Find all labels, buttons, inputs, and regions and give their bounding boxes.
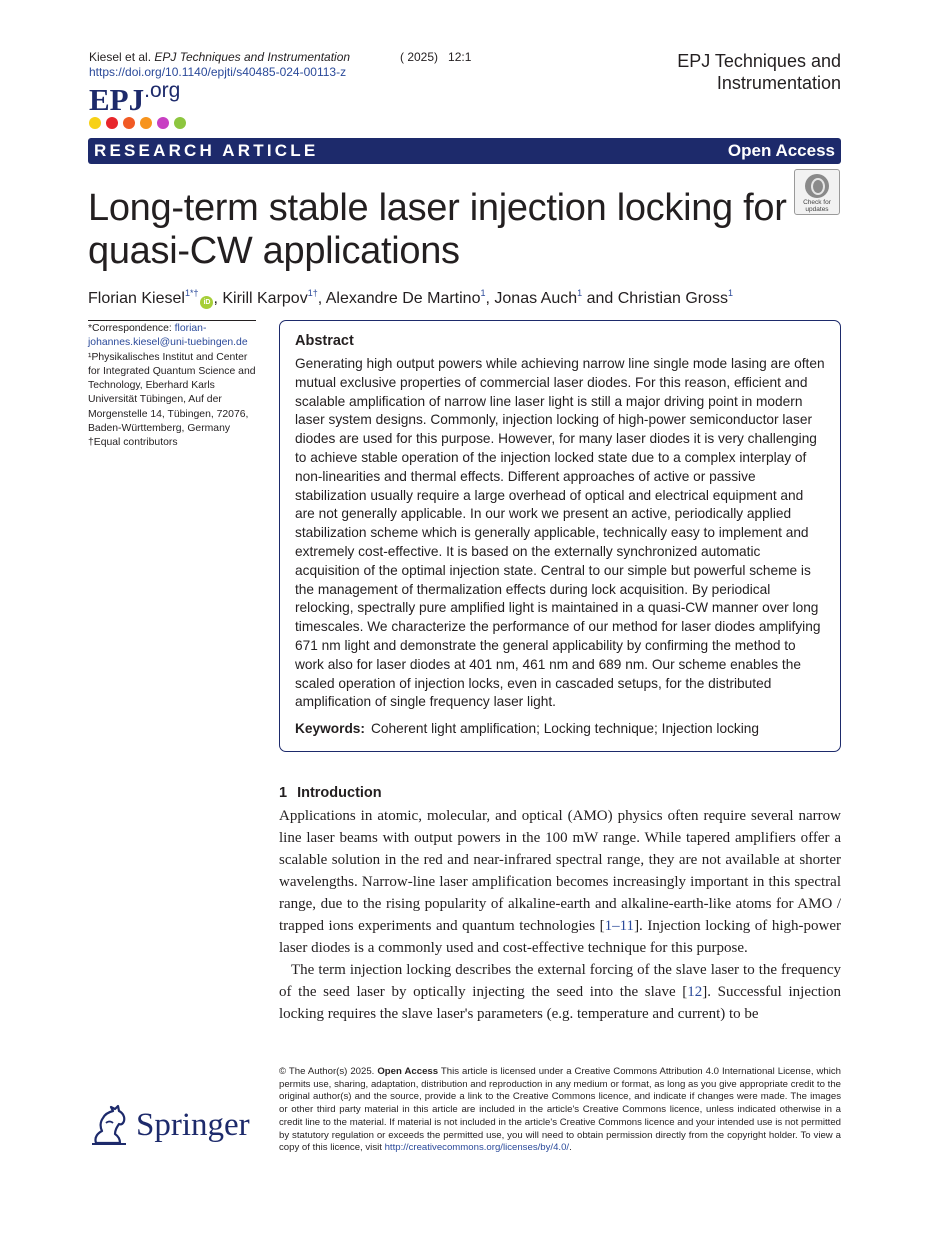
logo-dot	[106, 117, 118, 129]
abstract-text: Generating high output powers while achieving narrow line single mode lasing are often mutual exclusive properties of commercial laser diodes. For this reason, efficient and scalable amplification of narrow line laser light is still a major driving point in modern laser system designs. Commonly, injection locking of high-power semiconductor laser diodes are used for this purpose. However, for many laser diodes it is very challenging to achieve stable operation of the injection locked state due to a complex interplay of non-linearities and thermal effects. Different approaches of active or passive stabilization usually require a large overhead of optical and electrical equipment and are not generally applicable. In our work we present an active, periodically applied stabilization scheme which is generally applicable, technically easy to implement and extremely cost-effective. It is based on the externally synchronized automatic acquisition of the optimal injection state. Central to our simple but powerful scheme is the management of thermalization effects during lock acquisition. By periodical relocking, spectrally pure amplified light is maintained in a quasi-CW manner over long timescales. We characterize the performance of our method for laser diodes amplifying 671 nm light and demonstrate the general applicability by confirming the method to work also for laser diodes at 401 nm, 461 nm and 689 nm. Our scheme enables the scaled operation of injection locks, even in cascaded setups, for the distributed amplification of single frequency laser light.	[295, 356, 825, 710]
header-journal: EPJ Techniques and Instrumentation	[154, 50, 351, 64]
author-separator: ,	[213, 290, 223, 307]
author-affiliation-marker: 1	[577, 288, 583, 298]
author-separator: and	[582, 290, 618, 307]
author-affiliation-marker: 1*†	[184, 288, 199, 298]
epj-logo-text: EPJ	[89, 82, 145, 117]
article-title: Long-term stable laser injection locking for quasi-CW applications	[88, 187, 787, 272]
paragraph-text: ]. Injection locking of high-power laser diodes is a commonly used and cost-effective technique for this purpose.	[279, 918, 841, 956]
journal-name: EPJ Techniques and Instrumentation	[677, 51, 841, 93]
license-statement	[279, 1066, 841, 1155]
check-updates-line2: updates	[805, 206, 829, 213]
running-header	[89, 50, 350, 80]
citation-link[interactable]: 1–11	[604, 918, 635, 934]
author-name[interactable]: Christian Gross	[617, 290, 728, 307]
section-title: Introduction	[297, 785, 382, 801]
correspondence-label: *Correspondence:	[88, 323, 175, 334]
abstract-box	[279, 320, 841, 752]
article-type-banner	[88, 138, 841, 164]
open-access-label: Open Access	[727, 141, 835, 160]
affiliations	[88, 322, 260, 451]
keywords-list: Coherent light amplification; Locking technique; Injection locking	[370, 721, 760, 737]
check-updates-icon	[805, 174, 829, 198]
header-citation	[400, 50, 471, 65]
check-for-updates-button[interactable]	[794, 169, 840, 215]
check-updates-line1: Check for	[803, 199, 831, 206]
springer-name: Springer	[136, 1106, 250, 1143]
header-article-number: 12:1	[448, 50, 472, 64]
logo-dot	[174, 117, 186, 129]
orcid-icon[interactable]: iD	[200, 296, 213, 309]
license-open-access: Open Access	[377, 1066, 439, 1077]
logo-dot	[157, 117, 169, 129]
header-authors: Kiesel et al.	[89, 50, 152, 64]
epj-logo-dots	[89, 117, 186, 129]
section-heading	[279, 785, 382, 801]
paragraph-text: Applications in atomic, molecular, and optical (AMO) physics often require several narrow line laser beams with output powers in the 100 mW range. While tapered amplifiers offer a scalable solution in the red and near-infrared spectral range, they are not available at shorter wavelengths. Narrow-line laser amplification becomes increasingly important in this spectral range, due to the rising popularity of alkaline-earth and alkaline-earth-like atoms for AMO / trapped ions experiments and quantum technologies [	[279, 808, 841, 934]
logo-dot	[140, 117, 152, 129]
license-prefix: © The Author(s) 2025.	[279, 1066, 378, 1077]
author-name[interactable]: Jonas Auch	[494, 290, 578, 307]
doi-link[interactable]: https://doi.org/10.1140/epjti/s40485-024-00113-z	[89, 65, 347, 79]
license-text: This article is licensed under a Creative Commons Attribution 4.0 International License, which permits use, sharing, adaptation, distribution and reproduction in any medium or format, as long as you give appropriate credit to the original author(s) and the source, provide a link to the Creative Commons licence, and indicate if changes were made. The images or other third party material in this article are included in the article's Creative Commons licence, unless indicated otherwise in a credit line to the material. If material is not included in the article's Creative Commons licence and your intended use is not permitted by statutory regulation or exceeds the permitted use, you will need to obtain permission directly from the copyright holder. To view a copy of this licence, visit	[279, 1066, 842, 1154]
paragraph-text: ]. Successful injection locking requires the slave laser's parameters (e.g. temperature and current) to be	[279, 984, 841, 1022]
author-affiliation-marker: 1	[727, 288, 733, 298]
section-number: 1	[279, 785, 288, 801]
author-name[interactable]: Kirill Karpov	[222, 290, 308, 307]
header-year: ( 2025)	[400, 50, 439, 64]
keywords-label: Keywords:	[295, 721, 365, 737]
author-affiliation-marker: 1	[480, 288, 486, 298]
epj-logo-org: .org	[144, 79, 181, 102]
author-separator: ,	[317, 290, 326, 307]
body-text	[279, 805, 841, 1025]
author-separator: ,	[485, 290, 495, 307]
springer-logo[interactable]	[88, 1103, 250, 1147]
author-list	[88, 283, 733, 309]
license-url-link[interactable]: http://creativecommons.org/licenses/by/4.0/	[384, 1142, 570, 1154]
abstract-heading: Abstract	[295, 333, 354, 349]
logo-dot	[123, 117, 135, 129]
springer-horse-icon	[88, 1103, 130, 1147]
logo-dot	[89, 117, 101, 129]
keywords	[295, 720, 826, 739]
citation-link[interactable]: 12	[687, 984, 703, 1000]
paragraph-text: The term injection locking describes the external forcing of the slave laser to the frequency of the seed laser by optically injecting the seed into the slave [	[279, 962, 841, 1000]
epj-logo[interactable]	[89, 79, 181, 118]
author-name[interactable]: Alexandre De Martino	[325, 290, 481, 307]
affiliation-1: ¹Physikalisches Institut and Center for Integrated Quantum Science and Technology, Eberhard Karls Universität Tübingen, Auf der Morgenstelle 14, Tübingen, 72076, Baden-Württemberg, Germany	[88, 351, 256, 435]
correspondence-email-link[interactable]: florian-johannes.kiesel@uni-tuebingen.de	[88, 323, 248, 349]
equal-contributors-note: †Equal contributors	[88, 437, 178, 449]
article-type: RESEARCH ARTICLE	[94, 141, 319, 160]
author-affiliation-marker: 1†	[307, 288, 318, 298]
paragraph	[279, 805, 841, 959]
license-suffix: .	[569, 1142, 572, 1154]
paragraph	[279, 959, 841, 1025]
affiliation-divider	[88, 320, 256, 321]
author-name[interactable]: Florian Kiesel	[88, 290, 185, 307]
